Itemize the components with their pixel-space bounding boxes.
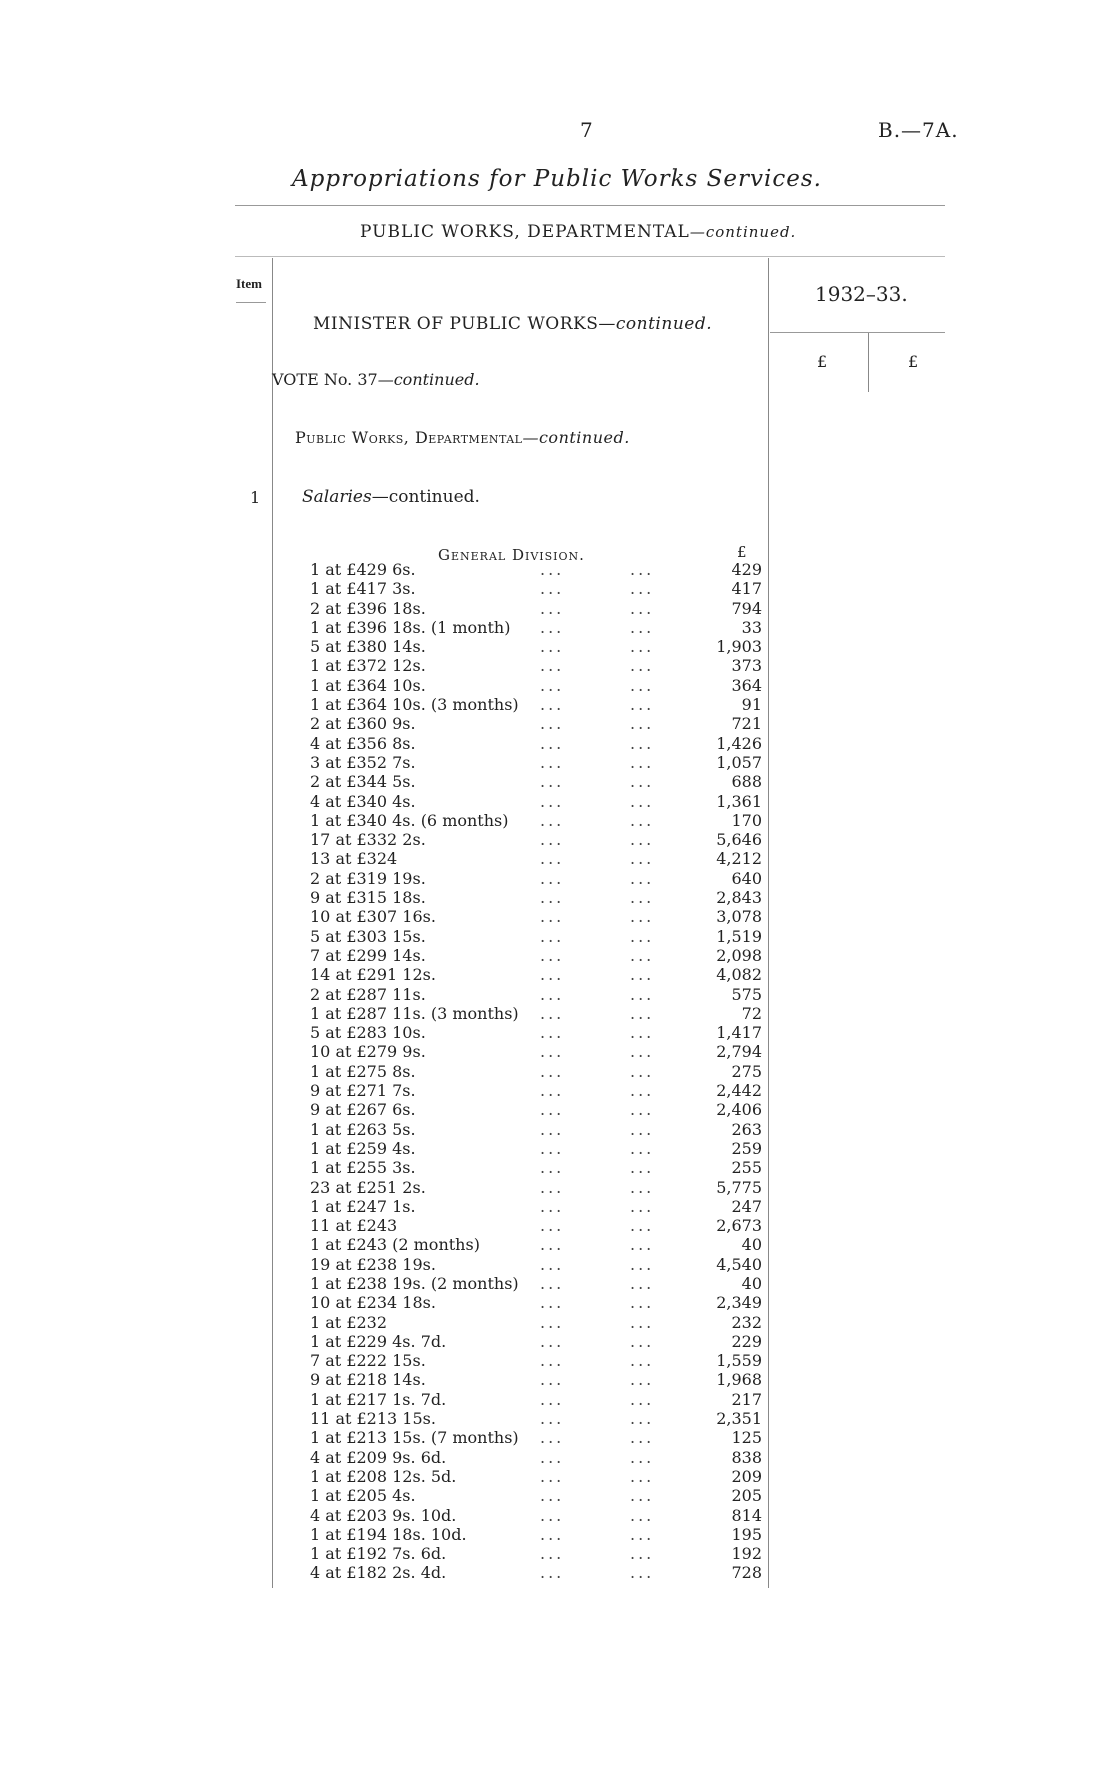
table-row: [310, 676, 762, 695]
row-description: 1 at £287 11s. (3 months): [310, 1003, 519, 1023]
row-description: 2 at £287 11s.: [310, 984, 426, 1004]
row-amount: 5,646: [716, 830, 762, 850]
table-row: [310, 1332, 762, 1351]
item-number: 1: [250, 488, 261, 507]
leader-dots: ...: [540, 791, 565, 811]
table-row: [310, 965, 762, 984]
leader-dots: ...: [540, 830, 565, 850]
row-amount: 2,351: [716, 1409, 762, 1429]
table-row: [310, 599, 762, 618]
leader-dots: ...: [630, 810, 655, 830]
table-row: [310, 637, 762, 656]
row-description: 1 at £259 4s.: [310, 1138, 416, 1158]
leader-dots: ...: [540, 1216, 565, 1236]
salaries-heading: Salaries—continued.: [302, 487, 480, 507]
leader-dots: ...: [540, 1177, 565, 1197]
row-description: 1 at £372 12s.: [310, 656, 426, 676]
leader-dots: ...: [540, 1138, 565, 1158]
leader-dots: ...: [630, 1370, 655, 1390]
leader-dots: ...: [630, 984, 655, 1004]
leader-dots: ...: [540, 888, 565, 908]
row-amount: 838: [731, 1447, 762, 1467]
table-row: [310, 560, 762, 579]
leader-dots: ...: [630, 1042, 655, 1062]
row-description: 10 at £307 16s.: [310, 907, 436, 927]
leader-dots: ...: [630, 1061, 655, 1081]
year-header-underline: [770, 332, 945, 333]
row-amount: 575: [731, 984, 762, 1004]
leader-dots: ...: [630, 926, 655, 946]
leader-dots: ...: [540, 637, 565, 657]
row-amount: 195: [731, 1524, 762, 1544]
row-amount: 247: [731, 1196, 762, 1216]
table-row: [310, 1525, 762, 1544]
row-amount: 721: [731, 714, 762, 734]
leader-dots: ...: [630, 560, 655, 579]
leader-dots: ...: [540, 675, 565, 695]
table-row: [310, 1313, 762, 1332]
row-description: 4 at £209 9s. 6d.: [310, 1447, 447, 1467]
leader-dots: ...: [540, 772, 565, 792]
row-description: 1 at £192 7s. 6d.: [310, 1544, 447, 1564]
table-row: [310, 734, 762, 753]
table-row: [310, 1062, 762, 1081]
table-row: [310, 1139, 762, 1158]
leader-dots: ...: [630, 1177, 655, 1197]
item-column-label: Item: [236, 276, 262, 291]
leader-dots: ...: [540, 849, 565, 869]
row-amount: 373: [731, 656, 762, 676]
leader-dots: ...: [630, 907, 655, 927]
row-amount: 91: [741, 695, 762, 715]
row-description: 5 at £303 15s.: [310, 926, 426, 946]
table-row: [310, 1023, 762, 1042]
leader-dots: ...: [630, 1196, 655, 1216]
table-row: [310, 811, 762, 830]
row-amount: 814: [731, 1505, 762, 1525]
row-description: 9 at £271 7s.: [310, 1081, 416, 1101]
leader-dots: ...: [630, 1081, 655, 1101]
row-description: 4 at £182 2s. 4d.: [310, 1563, 447, 1583]
row-description: 14 at £291 12s.: [310, 965, 436, 985]
leader-dots: ...: [540, 617, 565, 637]
table-row: [310, 772, 762, 791]
leader-dots: ...: [630, 579, 655, 599]
row-description: 1 at £247 1s.: [310, 1196, 416, 1216]
leader-dots: ...: [540, 656, 565, 676]
table-row: [310, 1255, 762, 1274]
table-row: [310, 1178, 762, 1197]
row-description: 1 at £238 19s. (2 months): [310, 1273, 519, 1293]
leader-dots: ...: [630, 617, 655, 637]
leader-dots: ...: [540, 1061, 565, 1081]
row-description: 1 at £364 10s. (3 months): [310, 695, 519, 715]
table-row: [310, 579, 762, 598]
row-amount: 209: [731, 1466, 762, 1486]
leader-dots: ...: [540, 1544, 565, 1564]
leader-dots: ...: [630, 1447, 655, 1467]
leader-dots: ...: [540, 1254, 565, 1274]
leader-dots: ...: [630, 1563, 655, 1583]
section-divider: [235, 256, 945, 257]
row-description: 5 at £380 14s.: [310, 637, 426, 657]
row-amount: 1,361: [716, 791, 762, 811]
row-amount: 275: [731, 1061, 762, 1081]
table-row: [310, 1100, 762, 1119]
row-amount: 1,426: [716, 733, 762, 753]
row-amount: 33: [741, 617, 762, 637]
leader-dots: ...: [540, 1505, 565, 1525]
leader-dots: ...: [630, 1486, 655, 1506]
row-amount: 1,559: [716, 1351, 762, 1371]
row-description: 11 at £243: [310, 1216, 398, 1236]
leader-dots: ...: [630, 1389, 655, 1409]
table-row: [310, 907, 762, 926]
table-row: [310, 618, 762, 637]
leader-dots: ...: [540, 965, 565, 985]
leader-dots: ...: [630, 1138, 655, 1158]
row-amount: 794: [731, 598, 762, 618]
leader-dots: ...: [540, 1081, 565, 1101]
row-description: 1 at £194 18s. 10d.: [310, 1524, 467, 1544]
table-row: [310, 927, 762, 946]
table-row: [310, 1448, 762, 1467]
leader-dots: ...: [630, 868, 655, 888]
row-amount: 429: [731, 560, 762, 579]
row-amount: 40: [741, 1273, 762, 1293]
leader-dots: ...: [540, 1370, 565, 1390]
row-amount: 5,775: [716, 1177, 762, 1197]
row-description: 4 at £203 9s. 10d.: [310, 1505, 457, 1525]
leader-dots: ...: [540, 1273, 565, 1293]
row-amount: 255: [731, 1158, 762, 1178]
row-description: 1 at £213 15s. (7 months): [310, 1428, 519, 1448]
item-column-divider: [272, 258, 273, 1588]
table-row: [310, 1235, 762, 1254]
row-amount: 125: [731, 1428, 762, 1448]
row-amount: 2,843: [716, 888, 762, 908]
row-amount: 40: [741, 1235, 762, 1255]
row-amount: 640: [731, 868, 762, 888]
table-row: [310, 792, 762, 811]
row-description: 1 at £243 (2 months): [310, 1235, 480, 1255]
table-row: [310, 1216, 762, 1235]
leader-dots: ...: [630, 714, 655, 734]
row-description: 4 at £356 8s.: [310, 733, 416, 753]
public-works-heading: Public Works, Departmental—continued.: [295, 428, 630, 447]
leader-dots: ...: [540, 695, 565, 715]
row-description: 19 at £238 19s.: [310, 1254, 436, 1274]
row-amount: 2,406: [716, 1100, 762, 1120]
leader-dots: ...: [630, 888, 655, 908]
table-row: [310, 1390, 762, 1409]
leader-dots: ...: [540, 1524, 565, 1544]
leader-dots: ...: [540, 1003, 565, 1023]
table-row: [310, 1004, 762, 1023]
table-row: [310, 1120, 762, 1139]
leader-dots: ...: [540, 1428, 565, 1448]
title-divider: [235, 205, 945, 206]
leader-dots: ...: [540, 1100, 565, 1120]
row-description: 7 at £222 15s.: [310, 1351, 426, 1371]
row-description: 1 at £205 4s.: [310, 1486, 416, 1506]
leader-dots: ...: [540, 1447, 565, 1467]
row-amount: 2,673: [716, 1216, 762, 1236]
leader-dots: ...: [540, 1351, 565, 1371]
leader-dots: ...: [630, 830, 655, 850]
leader-dots: ...: [630, 675, 655, 695]
table-row: [310, 1506, 762, 1525]
document-reference: B.—7A.: [878, 118, 959, 142]
row-amount: 364: [731, 675, 762, 695]
row-description: 9 at £267 6s.: [310, 1100, 416, 1120]
pound-column-right: £: [908, 352, 919, 371]
row-amount: 1,519: [716, 926, 762, 946]
row-amount: 72: [741, 1003, 762, 1023]
row-amount: 263: [731, 1119, 762, 1139]
row-amount: 259: [731, 1138, 762, 1158]
row-amount: 3,078: [716, 907, 762, 927]
leader-dots: ...: [630, 1524, 655, 1544]
leader-dots: ...: [540, 1293, 565, 1313]
row-description: 1 at £229 4s. 7d.: [310, 1331, 447, 1351]
row-description: 9 at £218 14s.: [310, 1370, 426, 1390]
table-row: [310, 695, 762, 714]
leader-dots: ...: [540, 810, 565, 830]
leader-dots: ...: [540, 1563, 565, 1583]
table-row: [310, 849, 762, 868]
table-row: [310, 1197, 762, 1216]
row-description: 23 at £251 2s.: [310, 1177, 426, 1197]
table-row: [310, 869, 762, 888]
leader-dots: ...: [630, 1235, 655, 1255]
row-description: 10 at £234 18s.: [310, 1293, 436, 1313]
table-row: [310, 753, 762, 772]
table-row: [310, 1158, 762, 1177]
leader-dots: ...: [540, 1486, 565, 1506]
table-row: [310, 714, 762, 733]
table-row: [310, 830, 762, 849]
table-row: [310, 1563, 762, 1582]
leader-dots: ...: [630, 752, 655, 772]
row-description: 17 at £332 2s.: [310, 830, 426, 850]
leader-dots: ...: [630, 733, 655, 753]
leader-dots: ...: [630, 772, 655, 792]
row-description: 1 at £429 6s.: [310, 560, 416, 579]
leader-dots: ...: [630, 1273, 655, 1293]
leader-dots: ...: [630, 1331, 655, 1351]
row-amount: 1,417: [716, 1023, 762, 1043]
leader-dots: ...: [630, 1003, 655, 1023]
row-description: 1 at £275 8s.: [310, 1061, 416, 1081]
leader-dots: ...: [540, 1119, 565, 1139]
row-description: 4 at £340 4s.: [310, 791, 416, 811]
table-row: [310, 888, 762, 907]
leader-dots: ...: [630, 1023, 655, 1043]
table-row: [310, 1409, 762, 1428]
row-description: 7 at £299 14s.: [310, 945, 426, 965]
table-row: [310, 985, 762, 1004]
row-description: 13 at £324: [310, 849, 398, 869]
section-title: PUBLIC WORKS, DEPARTMENTAL—continued.: [360, 222, 797, 242]
leader-dots: ...: [540, 907, 565, 927]
row-description: 5 at £283 10s.: [310, 1023, 426, 1043]
table-row: [310, 1428, 762, 1447]
salary-table: [310, 560, 762, 1583]
leader-dots: ...: [630, 695, 655, 715]
leader-dots: ...: [540, 560, 565, 579]
row-description: 1 at £340 4s. (6 months): [310, 810, 509, 830]
leader-dots: ...: [630, 1544, 655, 1564]
leader-dots: ...: [540, 714, 565, 734]
leader-dots: ...: [540, 1235, 565, 1255]
leader-dots: ...: [630, 1100, 655, 1120]
row-description: 11 at £213 15s.: [310, 1409, 436, 1429]
leader-dots: ...: [540, 1196, 565, 1216]
row-amount: 2,098: [716, 945, 762, 965]
row-description: 2 at £360 9s.: [310, 714, 416, 734]
table-row: [310, 1486, 762, 1505]
row-description: 1 at £255 3s.: [310, 1158, 416, 1178]
row-description: 2 at £344 5s.: [310, 772, 416, 792]
row-amount: 688: [731, 772, 762, 792]
table-row: [310, 1351, 762, 1370]
leader-dots: ...: [540, 1389, 565, 1409]
leader-dots: ...: [630, 1254, 655, 1274]
row-amount: 170: [731, 810, 762, 830]
table-row: [310, 1274, 762, 1293]
page-title: Appropriations for Public Works Services.: [292, 166, 822, 192]
leader-dots: ...: [630, 598, 655, 618]
row-amount: 232: [731, 1312, 762, 1332]
leader-dots: ...: [630, 1216, 655, 1236]
row-description: 1 at £417 3s.: [310, 579, 416, 599]
leader-dots: ...: [540, 598, 565, 618]
row-description: 1 at £217 1s. 7d.: [310, 1389, 447, 1409]
row-amount: 2,349: [716, 1293, 762, 1313]
row-description: 1 at £364 10s.: [310, 675, 426, 695]
row-amount: 4,212: [716, 849, 762, 869]
row-amount: 728: [731, 1563, 762, 1583]
table-row: [310, 946, 762, 965]
leader-dots: ...: [630, 637, 655, 657]
leader-dots: ...: [630, 1293, 655, 1313]
leader-dots: ...: [540, 868, 565, 888]
row-amount: 2,794: [716, 1042, 762, 1062]
leader-dots: ...: [540, 752, 565, 772]
leader-dots: ...: [540, 1042, 565, 1062]
row-description: 10 at £279 9s.: [310, 1042, 426, 1062]
item-label-underline: [236, 302, 266, 303]
leader-dots: ...: [540, 1409, 565, 1429]
leader-dots: ...: [630, 791, 655, 811]
table-row: [310, 1370, 762, 1389]
table-row: [310, 1544, 762, 1563]
leader-dots: ...: [540, 945, 565, 965]
table-row: [310, 1467, 762, 1486]
general-division-heading: General Division.: [438, 546, 585, 564]
table-row: [310, 656, 762, 675]
leader-dots: ...: [630, 1428, 655, 1448]
leader-dots: ...: [630, 656, 655, 676]
row-description: 1 at £396 18s. (1 month): [310, 617, 511, 637]
row-amount: 1,903: [716, 637, 762, 657]
row-description: 1 at £263 5s.: [310, 1119, 416, 1139]
leader-dots: ...: [630, 965, 655, 985]
page-number: 7: [580, 118, 593, 142]
row-amount: 192: [731, 1544, 762, 1564]
leader-dots: ...: [630, 1119, 655, 1139]
row-description: 2 at £396 18s.: [310, 598, 426, 618]
leader-dots: ...: [540, 984, 565, 1004]
leader-dots: ...: [540, 579, 565, 599]
row-amount: 229: [731, 1331, 762, 1351]
row-amount: 1,057: [716, 752, 762, 772]
leader-dots: ...: [540, 1158, 565, 1178]
leader-dots: ...: [630, 1158, 655, 1178]
row-amount: 4,540: [716, 1254, 762, 1274]
row-description: 3 at £352 7s.: [310, 752, 416, 772]
pound-column-divider: [868, 332, 869, 392]
row-description: 9 at £315 18s.: [310, 888, 426, 908]
leader-dots: ...: [630, 1312, 655, 1332]
leader-dots: ...: [630, 1505, 655, 1525]
leader-dots: ...: [630, 849, 655, 869]
vote-heading: VOTE No. 37—continued.: [272, 370, 480, 389]
row-amount: 417: [731, 579, 762, 599]
leader-dots: ...: [630, 1466, 655, 1486]
table-row: [310, 1293, 762, 1312]
minister-heading: MINISTER OF PUBLIC WORKS—continued.: [313, 314, 713, 334]
leader-dots: ...: [540, 1331, 565, 1351]
leader-dots: ...: [540, 733, 565, 753]
row-amount: 2,442: [716, 1081, 762, 1101]
row-description: 2 at £319 19s.: [310, 868, 426, 888]
row-amount: 205: [731, 1486, 762, 1506]
leader-dots: ...: [540, 1466, 565, 1486]
description-column-divider: [768, 258, 769, 1588]
table-row: [310, 1081, 762, 1100]
leader-dots: ...: [630, 945, 655, 965]
leader-dots: ...: [630, 1351, 655, 1371]
row-amount: 4,082: [716, 965, 762, 985]
row-description: 1 at £208 12s. 5d.: [310, 1466, 457, 1486]
leader-dots: ...: [540, 926, 565, 946]
amount-column-header: £: [737, 543, 747, 561]
row-amount: 1,968: [716, 1370, 762, 1390]
leader-dots: ...: [540, 1312, 565, 1332]
leader-dots: ...: [540, 1023, 565, 1043]
pound-column-left: £: [817, 352, 828, 371]
year-column-header: 1932–33.: [815, 282, 908, 306]
row-amount: 217: [731, 1389, 762, 1409]
leader-dots: ...: [630, 1409, 655, 1429]
table-row: [310, 1042, 762, 1061]
row-description: 1 at £232: [310, 1312, 388, 1332]
